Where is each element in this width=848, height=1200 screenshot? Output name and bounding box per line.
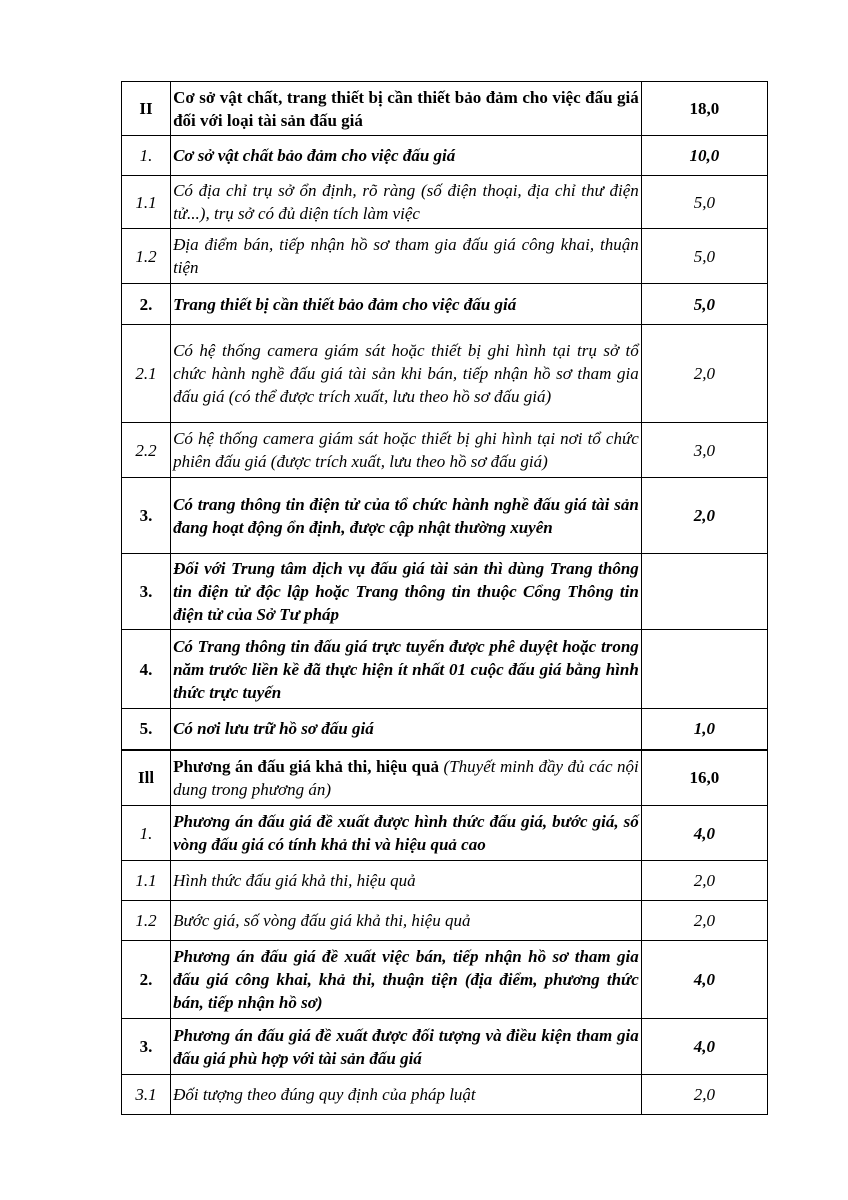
row-number: 1.1: [122, 176, 171, 229]
table-row: [122, 229, 768, 284]
row-number: II: [122, 82, 171, 136]
row-score: 18,0: [641, 82, 767, 136]
row-score: [641, 554, 767, 630]
row-number: 3.1: [122, 1075, 171, 1115]
row-description: Đối với Trung tâm dịch vụ đấu giá tài sản thì dùng Trang thông tin điện tử độc lập hoặc Trang thông tin thuộc Cổng Thông tin điện tử của Sở Tư pháp: [171, 554, 642, 630]
row-description: Phương án đấu giá khả thi, hiệu quả (Thuyết minh đầy đủ các nội dung trong phương án): [171, 750, 642, 806]
table-row: [122, 284, 768, 325]
row-description: Hình thức đấu giá khả thi, hiệu quả: [171, 861, 642, 901]
row-score: 4,0: [641, 941, 767, 1019]
row-number: 1.2: [122, 229, 171, 284]
row-description: Cơ sở vật chất bảo đảm cho việc đấu giá: [171, 136, 642, 176]
row-score: 2,0: [641, 325, 767, 423]
table-row: [122, 1075, 768, 1115]
row-score: 3,0: [641, 423, 767, 478]
row-description: Phương án đấu giá đề xuất được đối tượng và điều kiện tham gia đấu giá phù hợp với tài sản đấu giá: [171, 1019, 642, 1075]
row-number: 2.: [122, 941, 171, 1019]
row-score: 4,0: [641, 806, 767, 861]
table-row: [122, 554, 768, 630]
row-number: 2.1: [122, 325, 171, 423]
row-description: Có nơi lưu trữ hồ sơ đấu giá: [171, 709, 642, 750]
row-score: 5,0: [641, 176, 767, 229]
row-score: 4,0: [641, 1019, 767, 1075]
row-score: 16,0: [641, 750, 767, 806]
row-score: 2,0: [641, 861, 767, 901]
row-number: 1.: [122, 806, 171, 861]
row-score: [641, 630, 767, 709]
table-row: [122, 136, 768, 176]
row-description: Có hệ thống camera giám sát hoặc thiết bị ghi hình tại nơi tổ chức phiên đấu giá (được trích xuất, lưu theo hồ sơ đấu giá): [171, 423, 642, 478]
row-description: Trang thiết bị cần thiết bảo đảm cho việc đấu giá: [171, 284, 642, 325]
table-row: [122, 325, 768, 423]
table-row: [122, 941, 768, 1019]
table-row: [122, 423, 768, 478]
row-number: Ill: [122, 750, 171, 806]
table-row: [122, 478, 768, 554]
row-number: 1.2: [122, 901, 171, 941]
row-description: Bước giá, số vòng đấu giá khả thi, hiệu quả: [171, 901, 642, 941]
row-description: Có Trang thông tin đấu giá trực tuyến được phê duyệt hoặc trong năm trước liền kề đã thực hiện ít nhất 01 cuộc đấu giá bằng hình thức trực tuyến: [171, 630, 642, 709]
row-score: 2,0: [641, 478, 767, 554]
table-row: [122, 861, 768, 901]
row-description: Đối tượng theo đúng quy định của pháp luật: [171, 1075, 642, 1115]
table-row-section-ii: [122, 82, 768, 136]
table-row: [122, 709, 768, 750]
row-score: 5,0: [641, 229, 767, 284]
row-description: Có địa chỉ trụ sở ổn định, rõ ràng (số điện thoại, địa chỉ thư điện tử...), trụ sở có đủ diện tích làm việc: [171, 176, 642, 229]
row-description: Phương án đấu giá đề xuất được hình thức đấu giá, bước giá, số vòng đấu giá có tính khả thi và hiệu quả cao: [171, 806, 642, 861]
row-description: Cơ sở vật chất, trang thiết bị cần thiết bảo đảm cho việc đấu giá đối với loại tài sản đấu giá: [171, 82, 642, 136]
row-number: 1.1: [122, 861, 171, 901]
row-description: Phương án đấu giá đề xuất việc bán, tiếp nhận hồ sơ tham gia đấu giá công khai, khả thi, thuận tiện (địa điểm, phương thức bán, tiếp nhận hồ sơ): [171, 941, 642, 1019]
table-row: [122, 901, 768, 941]
row-number: 3.: [122, 554, 171, 630]
row-number: 1.: [122, 136, 171, 176]
row-number: 5.: [122, 709, 171, 750]
row-description: Địa điểm bán, tiếp nhận hồ sơ tham gia đấu giá công khai, thuận tiện: [171, 229, 642, 284]
row-description: Có hệ thống camera giám sát hoặc thiết bị ghi hình tại trụ sở tổ chức hành nghề đấu giá tài sản khi bán, tiếp nhận hồ sơ tham gia đấu giá (có thể được trích xuất, lưu theo hồ sơ đấu giá): [171, 325, 642, 423]
row-score: 2,0: [641, 901, 767, 941]
row-description: Có trang thông tin điện tử của tổ chức hành nghề đấu giá tài sản đang hoạt động ổn định, được cập nhật thường xuyên: [171, 478, 642, 554]
table-row: [122, 630, 768, 709]
row-score: 10,0: [641, 136, 767, 176]
row-number: 2.2: [122, 423, 171, 478]
table-row: [122, 806, 768, 861]
row-number: 3.: [122, 1019, 171, 1075]
row-number: 3.: [122, 478, 171, 554]
table-row: [122, 176, 768, 229]
row-number: 4.: [122, 630, 171, 709]
row-score: 1,0: [641, 709, 767, 750]
table-row: [122, 1019, 768, 1075]
row-number: 2.: [122, 284, 171, 325]
row-score: 2,0: [641, 1075, 767, 1115]
criteria-table: [121, 81, 768, 1115]
table-row-section-iii: [122, 750, 768, 806]
row-score: 5,0: [641, 284, 767, 325]
